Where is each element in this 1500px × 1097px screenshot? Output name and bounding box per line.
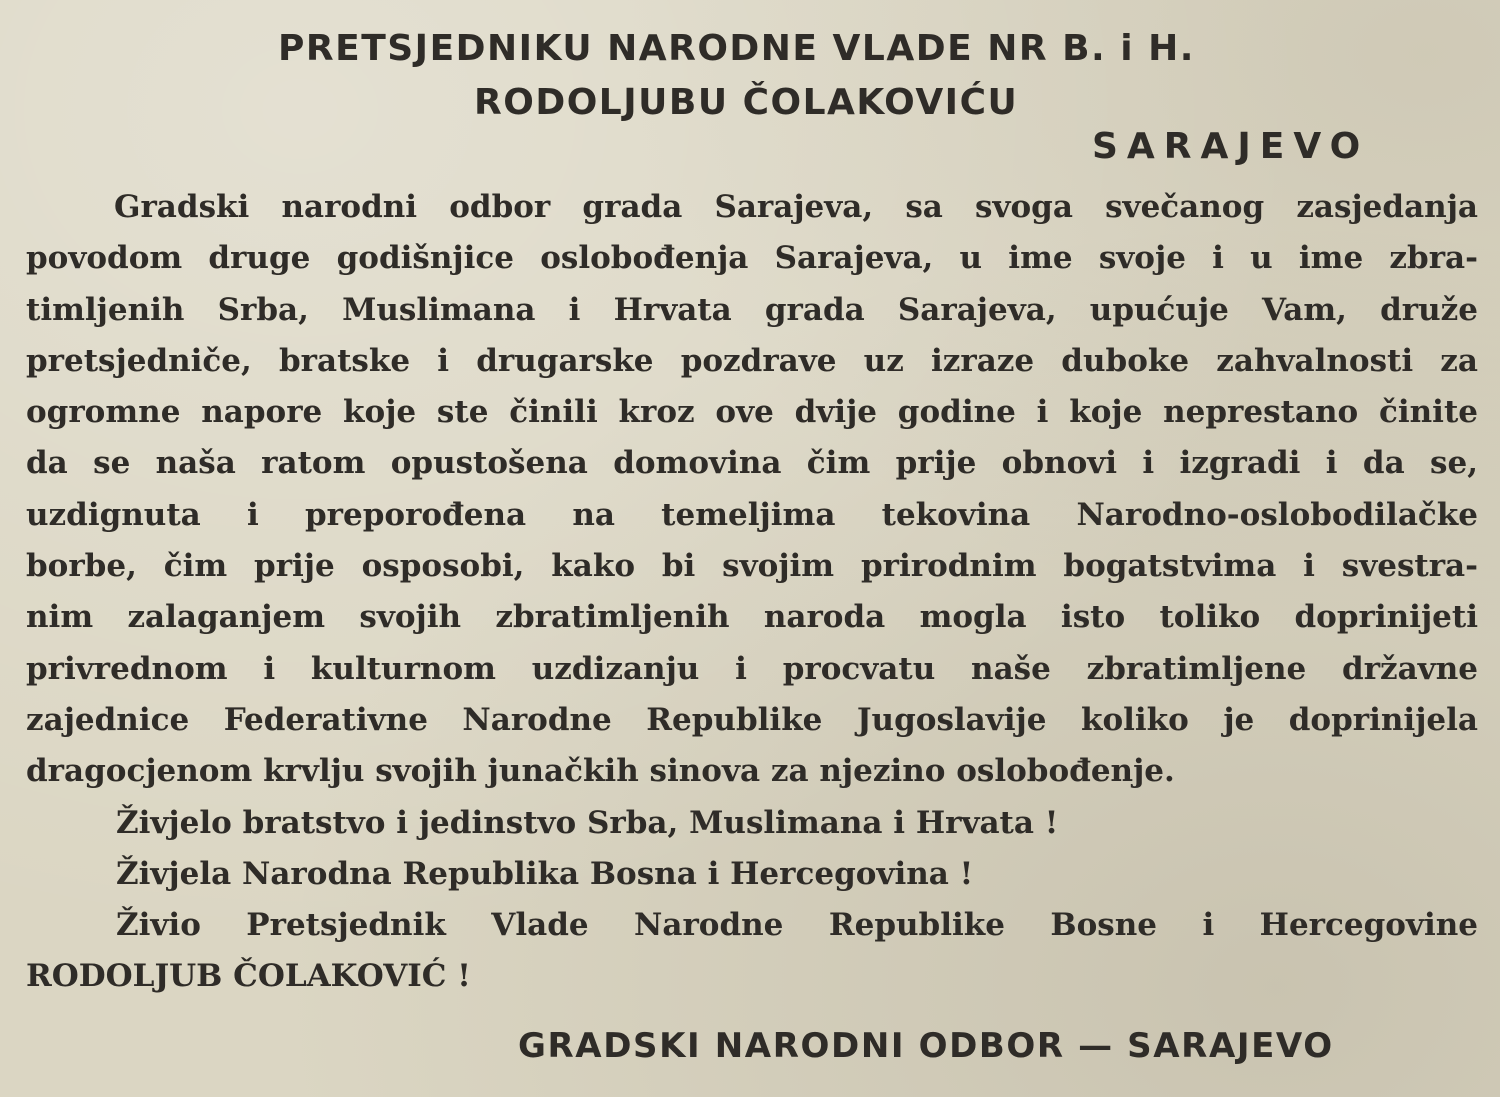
letter-body — [26, 182, 1478, 1003]
signature: GRADSKI NARODNI ODBOR — SARAJEVO — [518, 1026, 1334, 1066]
body-line: ogromne napore koje ste činili kroz ove dvije godine i koje neprestano činite — [26, 394, 1478, 431]
body-line: pretsjedniče, bratske i drugarske pozdrave uz izraze duboke zahvalnosti za — [26, 342, 1478, 379]
body-line: uzdignuta i preporođena na temeljima tekovina Narodno-oslobodilačke — [26, 496, 1478, 533]
body-line: Gradski narodni odbor grada Sarajeva, sa svoga svečanog zasjedanja — [114, 189, 1478, 225]
slogan-line: Živjelo bratstvo i jedinstvo Srba, Muslimana i Hrvata ! — [116, 804, 1059, 841]
body-line: zajednice Federativne Narodne Republike Jugoslavije koliko je doprinijela — [26, 701, 1478, 738]
body-line: nim zalaganjem svojih zbratimljenih naroda mogla isto toliko doprinijeti — [26, 599, 1478, 636]
addressee-title: PRETSJEDNIKU NARODNE VLADE NR B. i H. — [278, 28, 1195, 69]
body-line: da se naša ratom opustošena domovina čim prije obnovi i izgradi i da se, — [26, 445, 1478, 482]
addressee-name: RODOLJUBU ČOLAKOVIĆU — [474, 82, 1019, 123]
body-line: timljenih Srba, Muslimana i Hrvata grada Sarajeva, upućuje Vam, druže — [26, 291, 1478, 328]
slogan-line: Živjela Narodna Republika Bosna i Hercegovina ! — [116, 855, 974, 892]
body-line: dragocjenom krvlju svojih junačkih sinova za njezino oslobođenje. — [26, 753, 1175, 790]
slogan-line: Živio Pretsjednik Vlade Narodne Republike Bosne i Hercegovine — [116, 907, 1478, 944]
body-line: privrednom i kulturnom uzdizanju i procvatu naše zbratimljene državne — [26, 650, 1478, 687]
slogan-line: RODOLJUB ČOLAKOVIĆ ! — [26, 958, 471, 995]
addressee-city: SARAJEVO — [1092, 126, 1370, 167]
body-line: povodom druge godišnjice oslobođenja Sarajeva, u ime svoje i u ime zbra- — [26, 240, 1478, 277]
body-line: borbe, čim prije osposobi, kako bi svojim prirodnim bogatstvima i svestra- — [26, 548, 1478, 585]
